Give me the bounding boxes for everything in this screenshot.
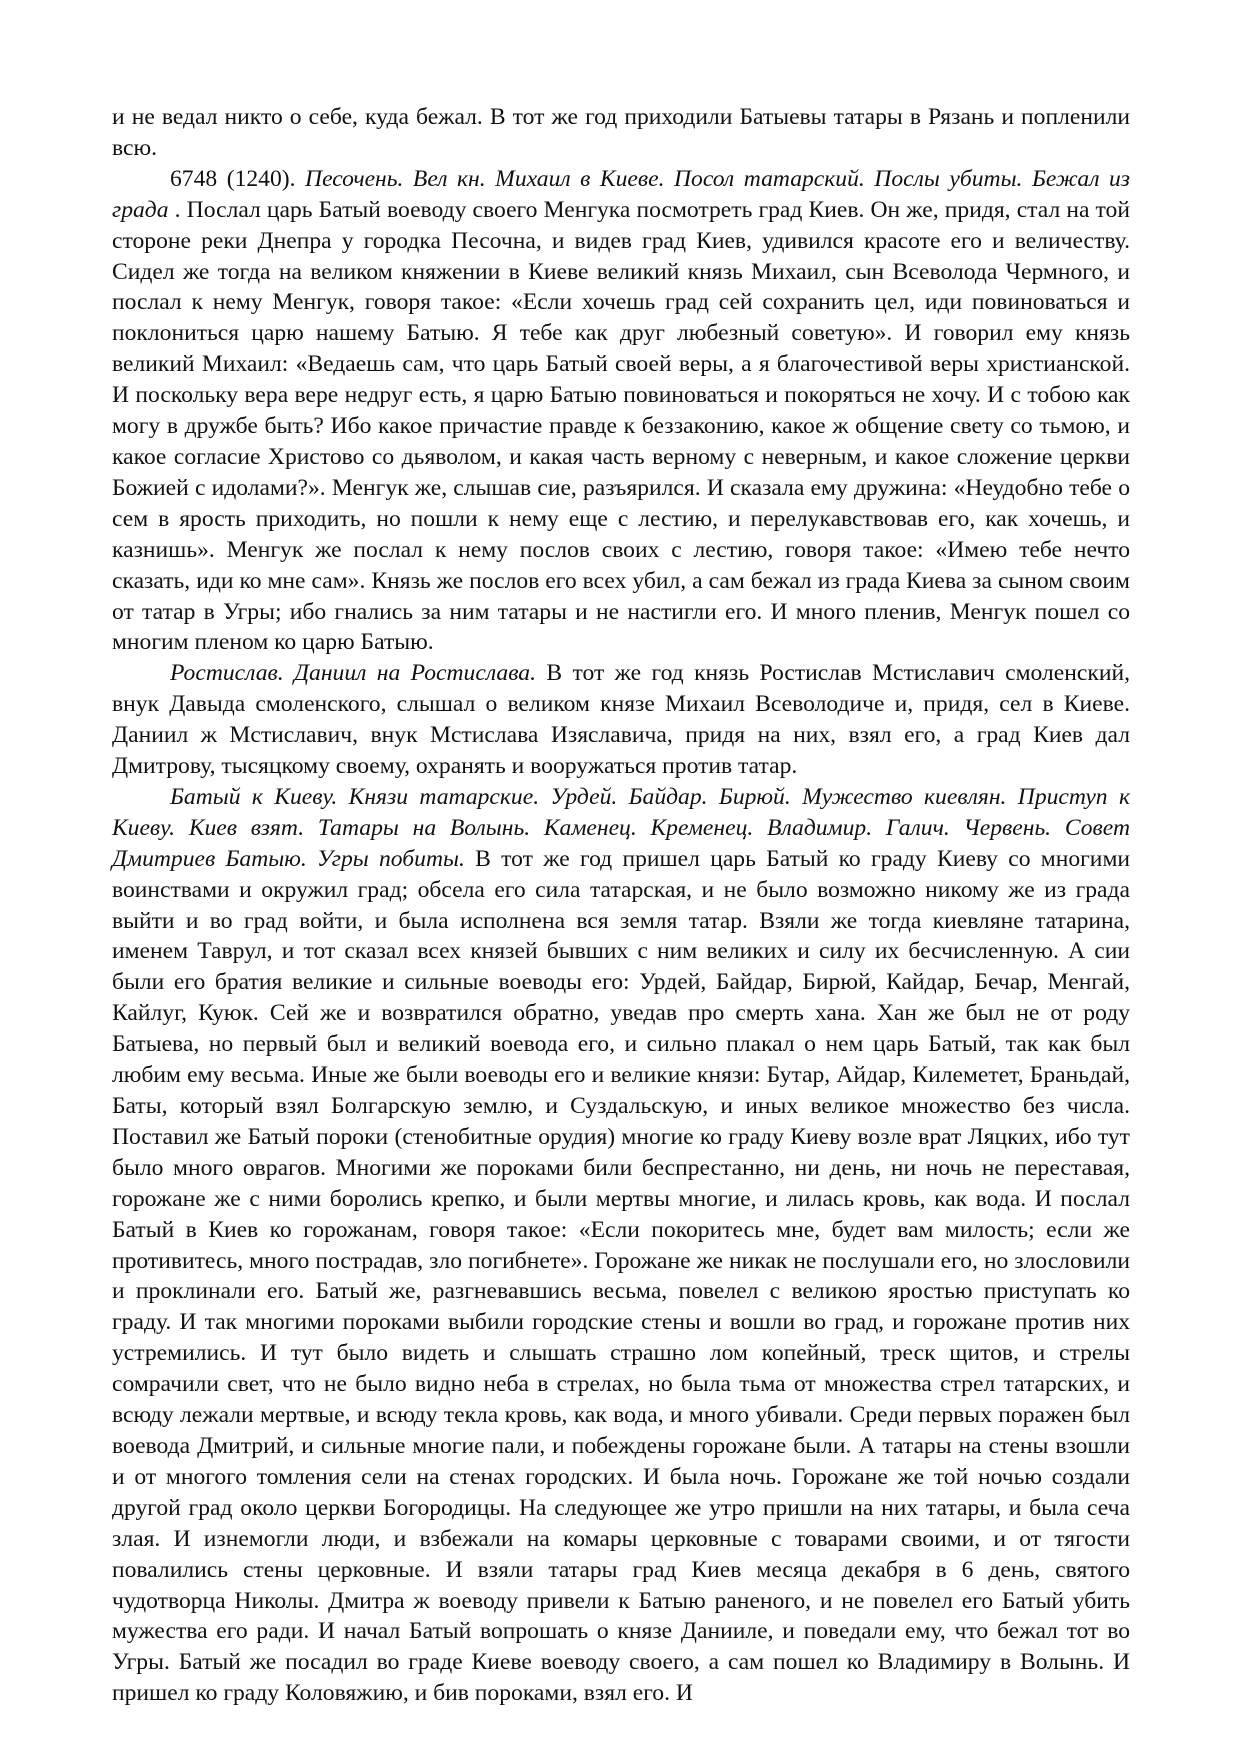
paragraph-text: и не ведал никто о себе, куда бежал. В тот же год приходили Батыевы татары в Рязань и попленили всю. — [112, 104, 1130, 161]
paragraph-text: . Послал царь Батый воеводу своего Менгука посмотреть град Киев. Он же, придя, стал на той стороне реки Днепра у городка Песочна, и видев град Киев, удивился красоте его и величеству. Сидел же тогда на великом княжении в Киеве великий князь Михаил, сын Всеволода Чермного, и послал к нему Менгук, говоря такое: «Если хочешь град сей сохранить цел, иди повиноваться и поклониться царю нашему Батыю. Я тебе как друг любезный советую». И говорил ему князь великий Михаил: «Ведаешь сам, что царь Батый своей веры, а я благочестивой веры христианской. И поскольку вера вере недруг есть, я царю Батыю повиноваться и покоряться не хочу. И с тобою как могу в дружбе быть? Ибо какое причастие правде к беззаконию, какое ж общение свету со тьмою, и какое согласие Христово со дьяволом, и какая часть верному с неверным, и какое сложение церкви Божией с идолами?». Менгук же, слышав сие, разъярился. И сказала ему дружина: «Неудобно тебе о сем в ярость приходить, но пошли к нему еще с лестию, и перелукавствовав его, как хочешь, и казнишь». Менгук же послал к нему послов своих с лестию, говоря такое: «Имею тебе нечто сказать, иди ко мне сам». Князь же послов его всех убил, а сам бежал из града Киева за сыном своим от татар в Угры; ибо гнались за ним татары и не настигли его. И много пленив, Менгук пошел со многим пленом ко царю Батыю. — [112, 196, 1130, 656]
document-page — [112, 102, 1130, 1709]
paragraph-heading: Батый к Киеву. Князи татарские. Урдей. Байдар. Бирюй. Мужество киевлян. Приступ к Киеву. Киев взят. Татары на Волынь. Каменец. Кременец. Владимир. Галич. Червень. Совет Дмитриев Батыю. Угры побиты. — [112, 783, 1130, 872]
paragraph-year-6748 — [112, 164, 1130, 659]
year-label: 6748 (1240). — [170, 165, 296, 192]
paragraph-heading: Песочень. Вел кн. Михаил в Киеве. Посол татарский. Послы убиты. Бежал из града — [112, 165, 1131, 223]
paragraph-intro — [112, 102, 1130, 164]
paragraph-text: В тот же год пришел царь Батый ко граду Киеву со многими воинствами и окружил град; обсела его сила татарская, и не было возможно никому же из града выйти и во град войти, и была исполнена вся земля татар. Взяли же тогда киевляне татарина, именем Таврул, и тот сказал всех князей бывших с ним великих и силу их бесчисленную. А сии были его братия великие и сильные воеводы его: Урдей, Байдар, Бирюй, Кайдар, Бечар, Менгай, Кайлуг, Куюк. Сей же и возвратился обратно, уведав про смерть хана. Хан же был не от роду Батыева, но первый был и великий воевода его, и сильно плакал о нем царь Батый, так как был любим ему весьма. Иные же были воеводы его и великие князи: Бутар, Айдар, Килеметет, Браньдай, Баты, который взял Болгарскую землю, и Суздальскую, и иных великое множество без числа. Поставил же Батый пороки (стенобитные орудия) многие ко граду Киеву возле врат Ляцких, ибо тут было много оврагов. Многими же пороками били беспрестанно, ни день, ни ночь не переставая, горожане же с ними боролись крепко, и были мертвы многие, и лилась кровь, как вода. И послал Батый в Киев ко горожанам, говоря такое: «Если покоритесь мне, будет вам милость; если же противитесь, много пострадав, зло погибнете». Горожане же никак не послушали его, но злословили и проклинали его. Батый же, разгневавшись весьма, повелел с великою яростью приступать ко граду. И так многими пороками выбили городские стены и вошли во град, и горожане против них устремились. И тут было видеть и слышать страшно лом копейный, треск щитов, и стрелы сомрачили свет, что не было видно неба в стрелах, но была тьма от множества стрел татарских, и всюду лежали мертвые, и всюду текла кровь, как вода, и много убивали. Среди первых поражен был воевода Дмитрий, и сильные многие пали, и побеждены горожане были. А татары на стены взошли и от многого томления сели на стенах городских. И была ночь. Горожане же той ночью создали другой град около церкви Богородицы. На следующее же утро пришли на них татары, и была сеча злая. И изнемогли люди, и взбежали на комары церковные с товарами своими, и от тягости повалились стены церковные. И взяли татары град Киев месяца декабря в 6 день, святого чудотворца Николы. Дмитра ж воеводу привели к Батыю раненого, и не повелел его Батый убить мужества его ради. И начал Батый вопрошать о князе Данииле, и поведали ему, что бежал тот во Угры. Батый же посадил во граде Киеве воеводу своего, а сам пошел ко Владимиру в Волынь. И пришел ко граду Коловяжию, и бив пороками, взял его. И — [112, 845, 1130, 1707]
paragraph-heading: Ростислав. Даниил на Ростислава. — [170, 660, 536, 687]
paragraph-rostislav — [112, 658, 1130, 782]
paragraph-batu-kiev — [112, 782, 1130, 1709]
paragraph-text: В тот же год князь Ростислав Мстиславич смоленский, внук Давыда смоленского, слышал о великом князе Михаил Всеволодиче и, придя, сел в Киеве. Даниил ж Мстиславич, внук Мстислава Изяславича, придя на них, взял его, а град Киев дал Дмитрову, тысяцкому своему, охранять и вооружаться против татар. — [112, 660, 1130, 780]
